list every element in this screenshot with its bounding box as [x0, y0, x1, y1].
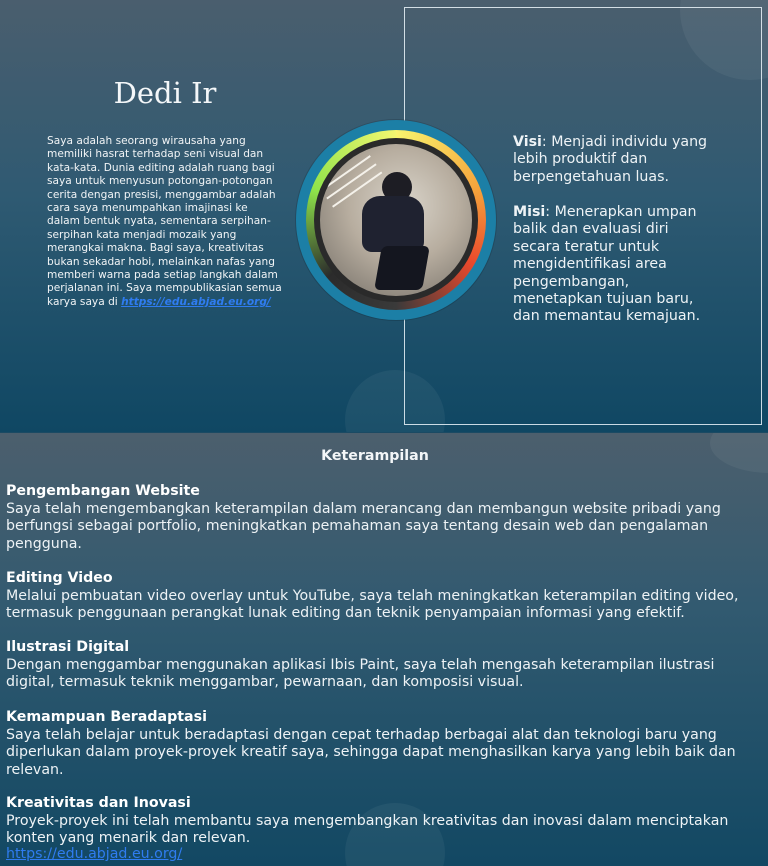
avatar — [320, 144, 472, 296]
skill-title: Kreativitas dan Inovasi — [6, 795, 191, 811]
skills-section — [0, 433, 768, 866]
skill-item — [6, 483, 758, 553]
hero-section — [0, 0, 768, 432]
skills-title: Keterampilan — [321, 448, 429, 464]
portfolio-link[interactable]: https://edu.abjad.eu.org/ — [121, 295, 271, 308]
vision-body: : Menjadi individu yang lebih produktif dan berpengetahuan luas. — [513, 134, 708, 185]
skill-item — [6, 570, 758, 623]
skill-title: Kemampuan Beradaptasi — [6, 709, 207, 725]
skill-title: Pengembangan Website — [6, 483, 200, 499]
profile-bio — [47, 135, 283, 309]
skill-description: Saya telah mengembangkan keterampilan dalam merancang dan membangun website pribadi yang berfungsi sebagai portfolio, meningkatkan pemahaman saya tentang desain web dan pengalaman pengguna. — [6, 500, 721, 552]
person-body — [362, 196, 424, 252]
skill-item — [6, 639, 758, 692]
profile-name: Dedi Ir — [113, 76, 217, 110]
mission-label: Misi — [513, 204, 546, 220]
skill-description: Dengan menggambar menggunakan aplikasi Ibis Paint, saya telah mengasah keterampilan ilustrasi digital, termasuk teknik menggambar, pewarnaan, dan komposisi visual. — [6, 656, 715, 690]
skill-title: Ilustrasi Digital — [6, 639, 130, 655]
skill-item — [6, 709, 758, 779]
skill-description: Proyek-proyek ini telah membantu saya mengembangkan kreativitas dan inovasi dalam menciptakan konten yang menarik dan relevan. — [6, 812, 729, 846]
skill-description: Saya telah belajar untuk beradaptasi dengan cepat terhadap berbagai alat dan teknologi baru yang diperlukan dalam proyek-proyek kreatif saya, sehingga dapat menghasilkan karya yang lebih baik dan relevan. — [6, 726, 736, 778]
skill-title: Editing Video — [6, 570, 113, 586]
vision-label: Visi — [513, 134, 542, 150]
mission-text — [513, 204, 719, 326]
skills-portfolio-link[interactable]: https://edu.abjad.eu.org/ — [6, 846, 183, 862]
bio-text: Saya adalah seorang wirausaha yang memiliki hasrat terhadap seni visual dan kata-kata. Dunia editing adalah ruang bagi saya untuk menyusun potongan-potongan cerita dengan presisi, menggambar adalah cara saya menumpahkan imajinasi ke dalam bentuk nyata, sementara serpihan-serpihan kata menjadi mozaik yang merangkai makna. Bagi saya, kreativitas bukan sekadar hobi, melainkan nafas yang memberi warna pada setiap langkah dalam perjalanan ini. Saya mempublikasian semua karya saya di — [47, 135, 282, 308]
skill-description: Melalui pembuatan video overlay untuk YouTube, saya telah meningkatkan keterampilan editing video, termasuk penggunaan perangkat lunak editing dan teknik penyampaian informasi yang efektif. — [6, 587, 739, 621]
vision-text — [513, 134, 719, 186]
mission-body: : Menerapkan umpan balik dan evaluasi diri secara teratur untuk mengidentifikasi area pengembangan, menetapkan tujuan baru, dan memantau kemajuan. — [513, 204, 701, 325]
skill-item — [6, 795, 758, 848]
person-legs — [374, 246, 430, 290]
